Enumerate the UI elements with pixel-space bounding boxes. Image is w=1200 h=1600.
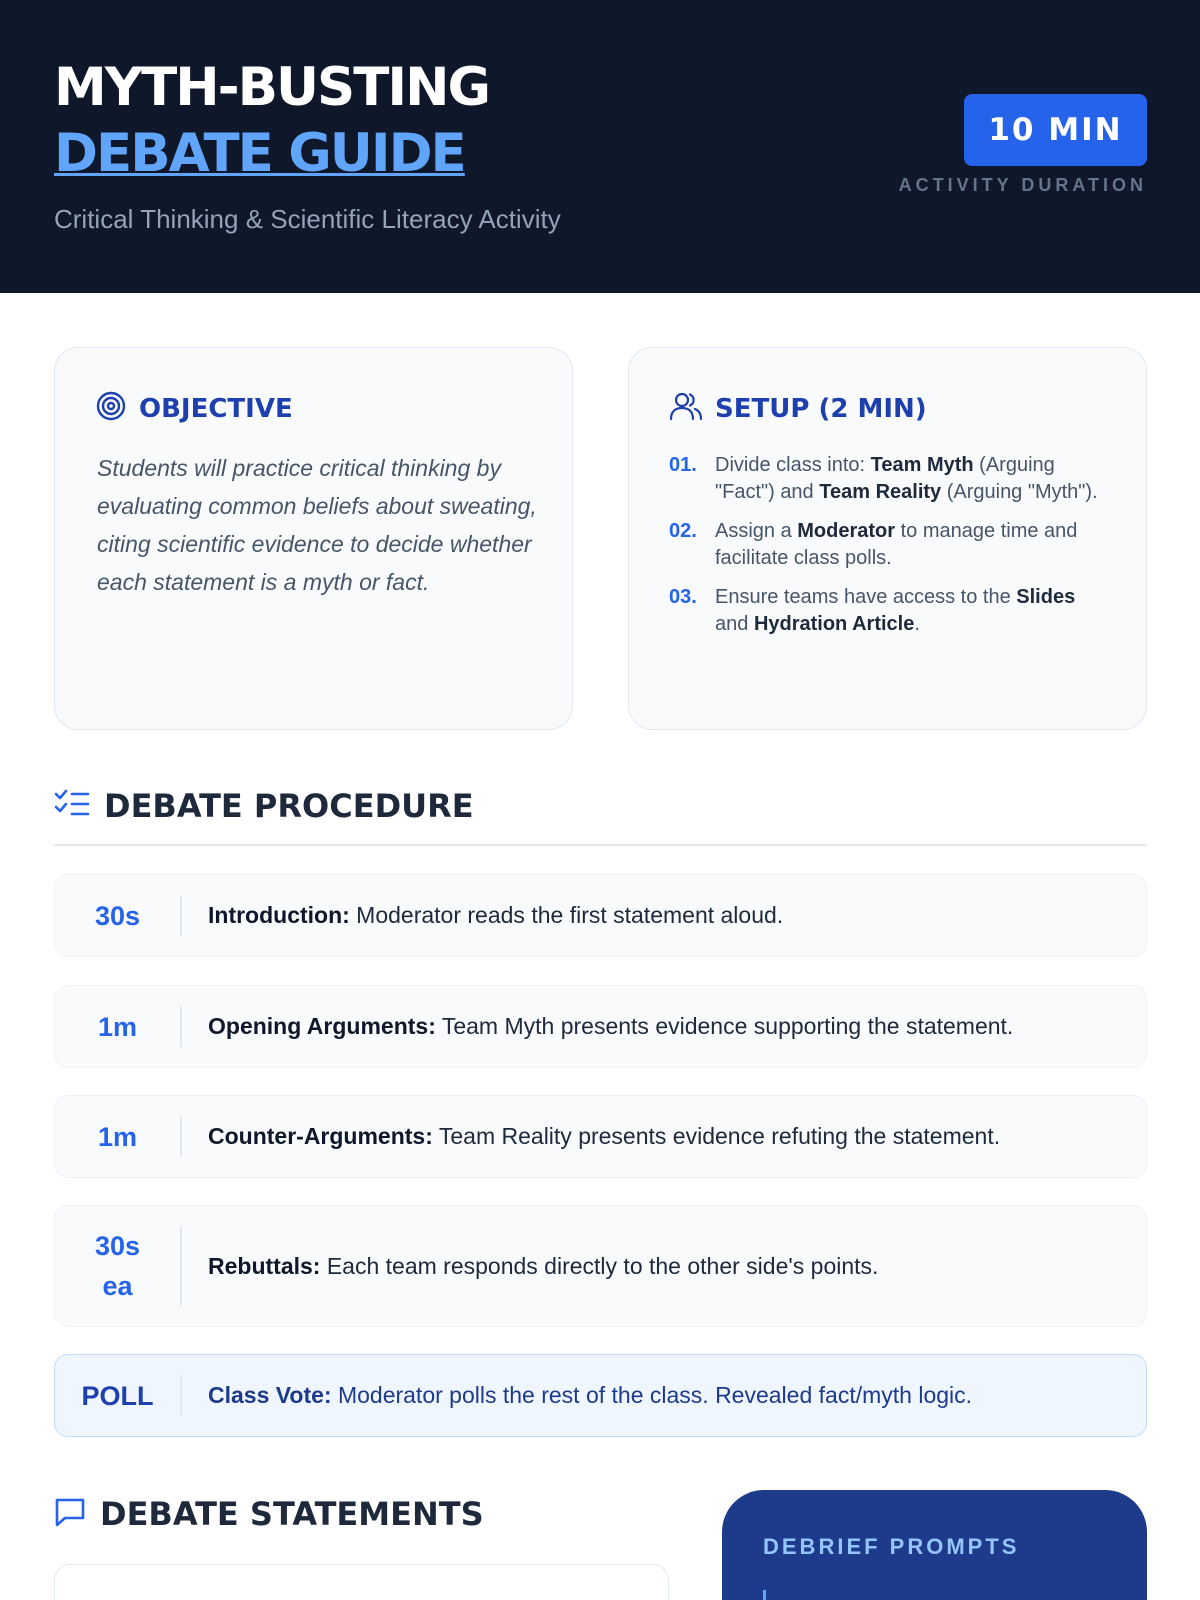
step-time: 30s ea (94, 1231, 141, 1301)
step-text: Team Myth presents evidence supporting the statement. (435, 1013, 1014, 1039)
users-icon (669, 390, 703, 427)
objective-card (54, 347, 573, 730)
page-title-line2: DEBATE GUIDE (54, 123, 465, 184)
step-time: 1m (97, 1121, 138, 1152)
setup-item-text (715, 518, 1109, 572)
step-label: Class Vote: (208, 1382, 332, 1408)
setup-bold-part: Moderator (797, 520, 896, 542)
procedure-step-poll (54, 1354, 1147, 1437)
setup-list (669, 452, 1109, 650)
step-time: POLL (81, 1380, 154, 1411)
step-time: 30s (94, 900, 141, 931)
procedure-section-header (54, 787, 474, 825)
setup-item-text (715, 452, 1109, 506)
setup-item (669, 584, 1109, 638)
procedure-step (54, 985, 1147, 1068)
page-title-line1: MYTH-BUSTING (54, 57, 489, 118)
target-icon (95, 390, 127, 427)
statements-title: DEBATE STATEMENTS (100, 1495, 484, 1533)
procedure-step (54, 874, 1147, 957)
step-description (182, 902, 783, 929)
setup-bold-part: Team Myth (870, 454, 974, 476)
duration-badge: 10 MIN (964, 94, 1147, 166)
setup-item-number: 02. (669, 520, 697, 542)
setup-bold-part: Slides (1016, 586, 1076, 608)
section-divider (54, 844, 1147, 846)
setup-item (669, 452, 1109, 506)
setup-item-text (715, 584, 1109, 638)
step-description (182, 1253, 878, 1280)
debrief-panel (722, 1490, 1147, 1600)
setup-title: SETUP (2 MIN) (715, 393, 927, 424)
setup-card (628, 347, 1147, 730)
step-description (182, 1013, 1013, 1040)
step-description (182, 1123, 1000, 1150)
step-text: Moderator polls the rest of the class. Revealed fact/myth logic. (331, 1382, 973, 1408)
chat-icon (54, 1496, 86, 1533)
setup-item (669, 518, 1109, 572)
debrief-title: DEBRIEF PROMPTS (763, 1534, 1020, 1559)
header (0, 0, 1200, 293)
step-text: Team Reality presents evidence refuting the statement. (432, 1123, 1001, 1149)
setup-item-number: 01. (669, 454, 697, 476)
debrief-accent-bar (763, 1590, 766, 1600)
page-subtitle: Critical Thinking & Scientific Literacy Activity (54, 204, 561, 234)
objective-text: Students will practice critical thinking by evaluating common beliefs about sweating, citing scientific evidence to decide whether each statement is a myth or fact. (97, 455, 537, 595)
procedure-step (54, 1095, 1147, 1178)
setup-bold-part: Team Reality (819, 481, 942, 503)
step-label: Rebuttals: (208, 1252, 321, 1279)
statements-section-header (54, 1495, 484, 1533)
procedure-step (54, 1205, 1147, 1327)
checklist-icon (54, 788, 90, 825)
step-description (182, 1382, 972, 1409)
duration-label: ACTIVITY DURATION (898, 175, 1147, 195)
objective-title: OBJECTIVE (139, 393, 293, 424)
setup-text-part: Ensure teams have access to the (715, 586, 1017, 608)
setup-text-part: and (715, 613, 754, 635)
setup-item-number: 03. (669, 586, 697, 608)
setup-text-part: . (914, 613, 920, 635)
statement-card (54, 1564, 669, 1600)
step-label: Introduction: (208, 902, 350, 928)
objective-header (95, 390, 293, 427)
step-text: Each team responds directly to the other side's points. (320, 1252, 879, 1279)
setup-text-part: to manage time and facilitate class polls. (715, 520, 1078, 569)
step-label: Counter-Arguments: (208, 1123, 433, 1149)
step-text: Moderator reads the first statement aloud. (349, 902, 784, 928)
step-time: 1m (97, 1011, 138, 1042)
setup-text-part: (Arguing "Fact") and (715, 454, 1055, 503)
procedure-title: DEBATE PROCEDURE (104, 787, 474, 825)
setup-text-part: Assign a (715, 520, 798, 542)
setup-bold-part: Hydration Article (753, 613, 915, 635)
setup-header (669, 390, 927, 427)
setup-text-part: Divide class into: (715, 454, 871, 476)
step-label: Opening Arguments: (208, 1013, 436, 1039)
setup-text-part: (Arguing "Myth"). (941, 481, 1098, 503)
